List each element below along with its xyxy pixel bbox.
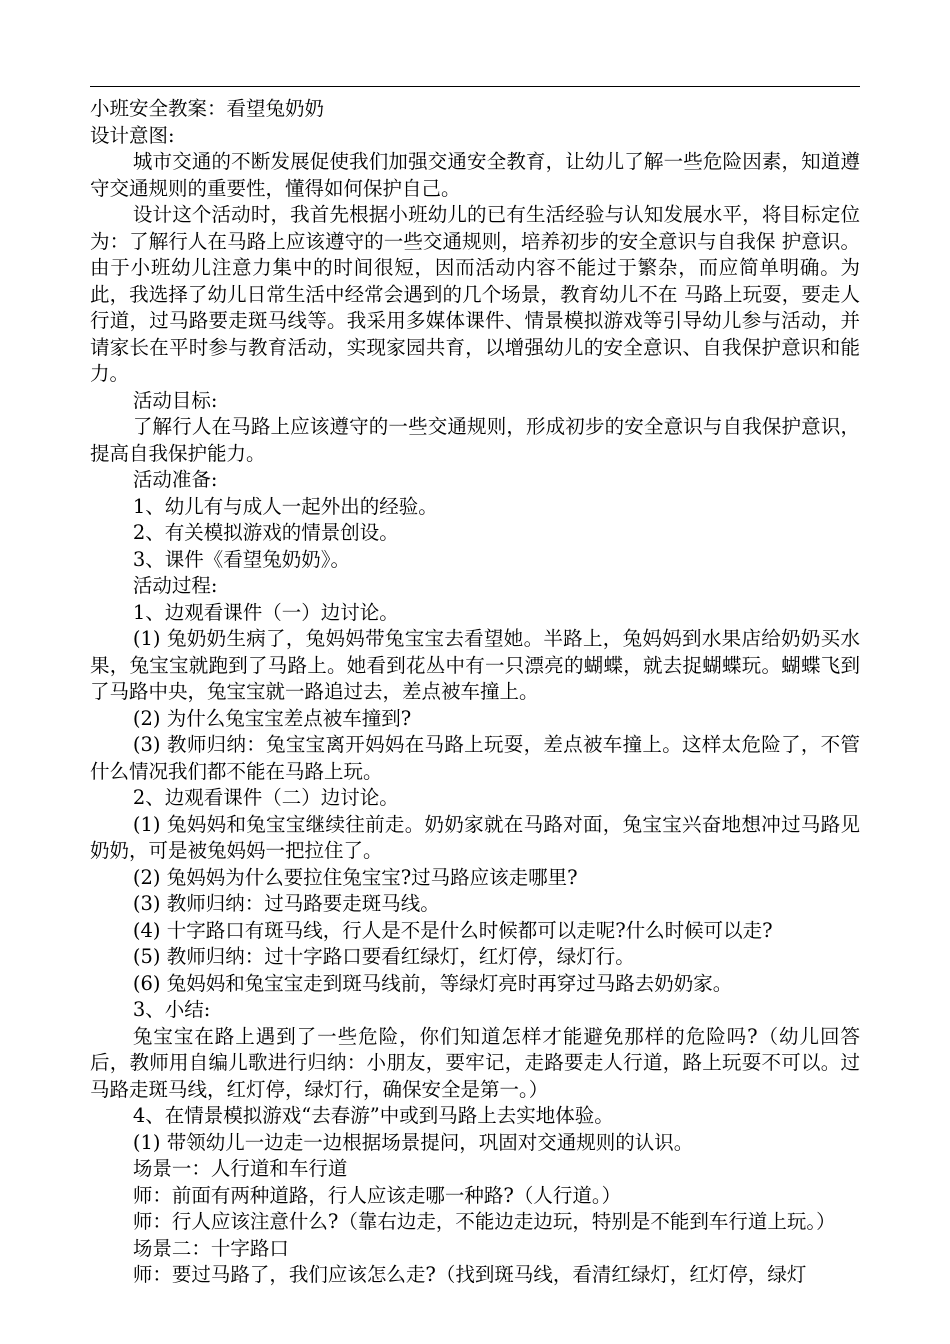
- paragraph: 3、小结:: [132, 998, 211, 1021]
- paragraph: (2) 为什么兔宝宝差点被车撞到?: [132, 706, 412, 730]
- paragraph: 师：行人应该注意什么?（靠右边走，不能边走边玩，特别是不能到车行道上玩。）: [132, 1210, 836, 1233]
- paragraph: 2、边观看课件（二）边讨论。: [132, 786, 399, 809]
- paragraph: 活动过程:: [132, 574, 218, 597]
- paragraph: 设计这个活动时，我首先根据小班幼儿的已有生活经验与认知发展水平，将目标定位为：了解行人在马路上应该遵守的一些交通规则，培养初步的安全意识与自我保 护意识。由于小班幼儿注意力集中的时间很短，因而活动内容不能过于繁杂，而应简单明确。为此，我选择了幼儿日常生活中经常会遇到的几个场景，教育幼儿不在 马路上玩耍，要走人行道，过马路要走斑马线等。我采用多媒体课件、情景模拟游戏等引导幼儿参与活动，并请家长在平时参与教育活动，实现家园共育，以增强幼儿的安全意识、自我保护意识和能力。: [90, 203, 860, 385]
- paragraph-list: [90, 123, 860, 1289]
- paragraph: 活动目标:: [132, 388, 218, 412]
- paragraph: (1) 带领幼儿一边走一边根据场景提问，巩固对交通规则的认识。: [132, 1130, 694, 1154]
- paragraph: (1) 兔奶奶生病了，兔妈妈带兔宝宝去看望她。半路上，兔妈妈到水果店给奶奶买水果，兔宝宝就跑到了马路上。她看到花丛中有一只漂亮的蝴蝶，就去捉蝴蝶玩。蝴蝶飞到了马路中央，兔宝宝就一路追过去，差点被车撞上。: [90, 627, 860, 703]
- paragraph: (3) 教师归纳：过马路要走斑马线。: [132, 892, 440, 915]
- paragraph: 4、在情景模拟游戏“去春游”中或到马路上去实地体验。: [132, 1104, 614, 1127]
- paragraph: 师：前面有两种道路，行人应该走哪一种路?（人行道。）: [132, 1183, 622, 1207]
- document-title: 小班安全教案：看望兔奶奶: [90, 97, 325, 120]
- paragraph: 1、幼儿有与成人一起外出的经验。: [132, 494, 438, 518]
- paragraph: 城市交通的不断发展促使我们加强交通安全教育，让幼儿了解一些危险因素，知道遵守交通规则的重要性，懂得如何保护自己。: [90, 150, 860, 200]
- paragraph: 活动准备:: [132, 468, 218, 491]
- paragraph: (1) 兔妈妈和兔宝宝继续往前走。奶奶家就在马路对面，兔宝宝兴奋地想冲过马路见奶奶，可是被兔妈妈一把拉住了。: [90, 812, 860, 862]
- paragraph: (5) 教师归纳：过十字路口要看红绿灯，红灯停，绿灯行。: [132, 945, 635, 968]
- header-rule: [90, 86, 860, 87]
- paragraph: (2) 兔妈妈为什么要拉住兔宝宝?过马路应该走哪里?: [132, 865, 578, 889]
- paragraph: 2、有关模拟游戏的情景创设。: [132, 521, 399, 544]
- document-body: [90, 96, 860, 1289]
- paragraph: 3、课件《看望兔奶奶》。: [132, 547, 351, 571]
- paragraph: 场景一：人行道和车行道: [132, 1157, 348, 1180]
- paragraph: 场景二：十字路口: [132, 1236, 289, 1260]
- paragraph: 兔宝宝在路上遇到了一些危险，你们知道怎样才能避免那样的危险吗?（幼儿回答后，教师用自编儿歌进行归纳：小朋友，要牢记，走路要走人行道，路上玩耍不可以。过马路走斑马线，红灯停，绿灯行，确保安全是第一。）: [90, 1024, 860, 1101]
- paragraph: 设计意图:: [90, 123, 175, 147]
- paragraph: 师：要过马路了，我们应该怎么走?（找到斑马线，看清红绿灯，红灯停，绿灯: [132, 1263, 807, 1286]
- paragraph: 1、边观看课件（一）边讨论。: [132, 600, 399, 624]
- paragraph: (6) 兔妈妈和兔宝宝走到斑马线前，等绿灯亮时再穿过马路去奶奶家。: [132, 971, 733, 995]
- paragraph: 了解行人在马路上应该遵守的一些交通规则，形成初步的安全意识与自我保护意识，提高自我保护能力。: [90, 415, 860, 465]
- paragraph: (4) 十字路口有斑马线，行人是不是什么时候都可以走呢?什么时候可以走?: [132, 918, 773, 942]
- paragraph: (3) 教师归纳：兔宝宝离开妈妈在马路上玩耍，差点被车撞上。这样太危险了，不管什么情况我们都不能在马路上玩。: [90, 733, 860, 783]
